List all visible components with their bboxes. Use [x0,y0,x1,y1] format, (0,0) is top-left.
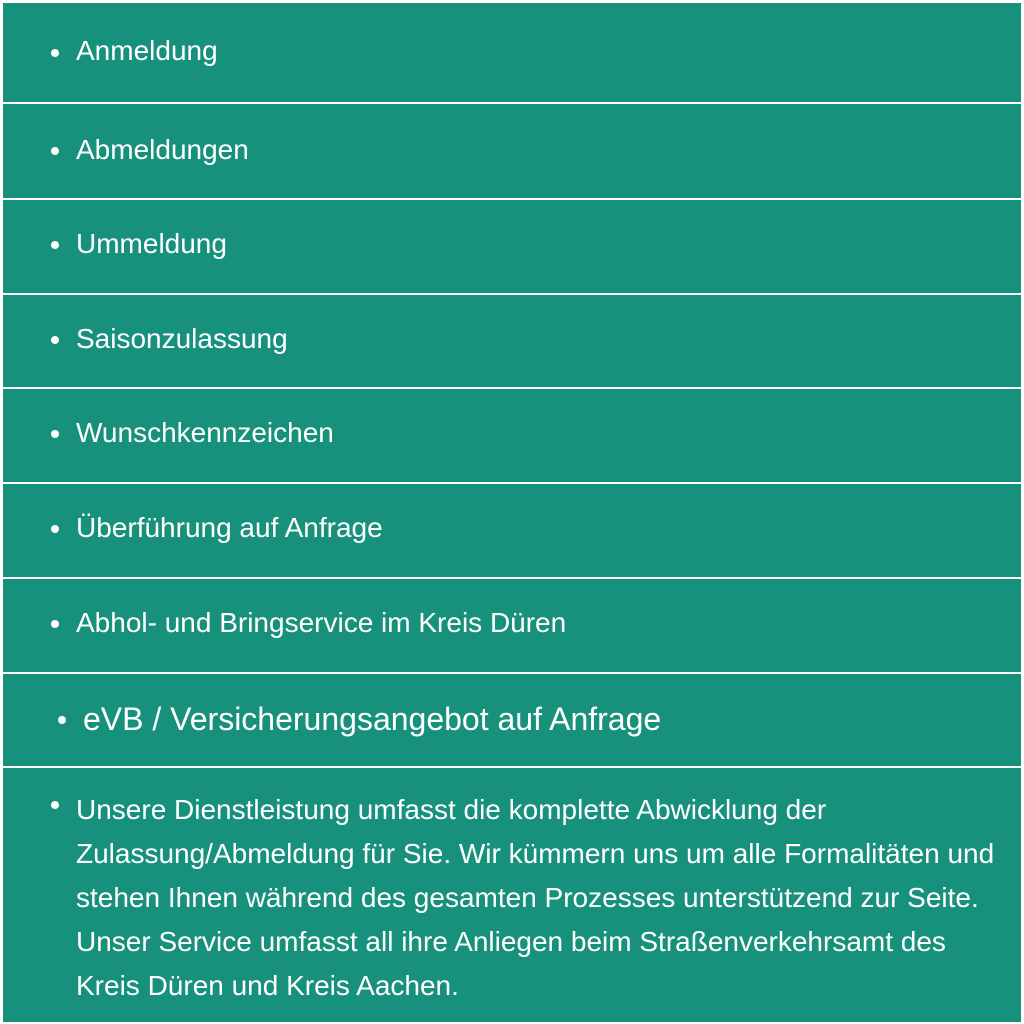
list-item-label: eVB / Versicherungsangebot auf Anfrage [83,701,662,737]
list-item-abhol-bringservice [3,579,1021,672]
list-item-label: Überführung auf Anfrage [76,512,383,543]
list-item-label: Abmeldungen [76,134,249,165]
bullet-icon [51,147,59,155]
list-item-label: Abhol- und Bringservice im Kreis Düren [76,607,567,638]
list-item-label: Saisonzulassung [76,323,288,354]
bullet-icon [51,49,59,57]
bullet-icon [51,620,59,628]
bullet-icon [51,525,59,533]
bullet-icon [58,716,66,724]
list-item-abmeldungen [3,104,1021,198]
list-item-label: Ummeldung [76,228,227,259]
list-item-wunschkennzeichen [3,389,1021,482]
bullet-icon [51,801,59,809]
description-text: Unsere Dienstleistung umfasst die komplette Abwicklung der Zulassung/Abmeldung für Sie. Wir kümmern uns um alle Formalitäten und stehen Ihnen während des gesamten Prozesses unterstützend zur Seite. Unser Service umfasst all ihre Anliegen beim Straßenverkehrsamt des Kreis Düren und Kreis Aachen. [76,794,995,1001]
bullet-icon [51,336,59,344]
list-item-anmeldung [3,3,1021,102]
list-item-label: Anmeldung [76,35,218,66]
list-item-description [3,768,1021,1022]
bullet-icon [51,430,59,438]
list-item-label: Wunschkennzeichen [76,417,334,448]
services-list [3,3,1021,1022]
list-item-evb-versicherung [3,674,1021,766]
bullet-icon [51,241,59,249]
list-item-ueberfuehrung [3,484,1021,577]
list-item-saisonzulassung [3,295,1021,387]
list-item-ummeldung [3,200,1021,293]
